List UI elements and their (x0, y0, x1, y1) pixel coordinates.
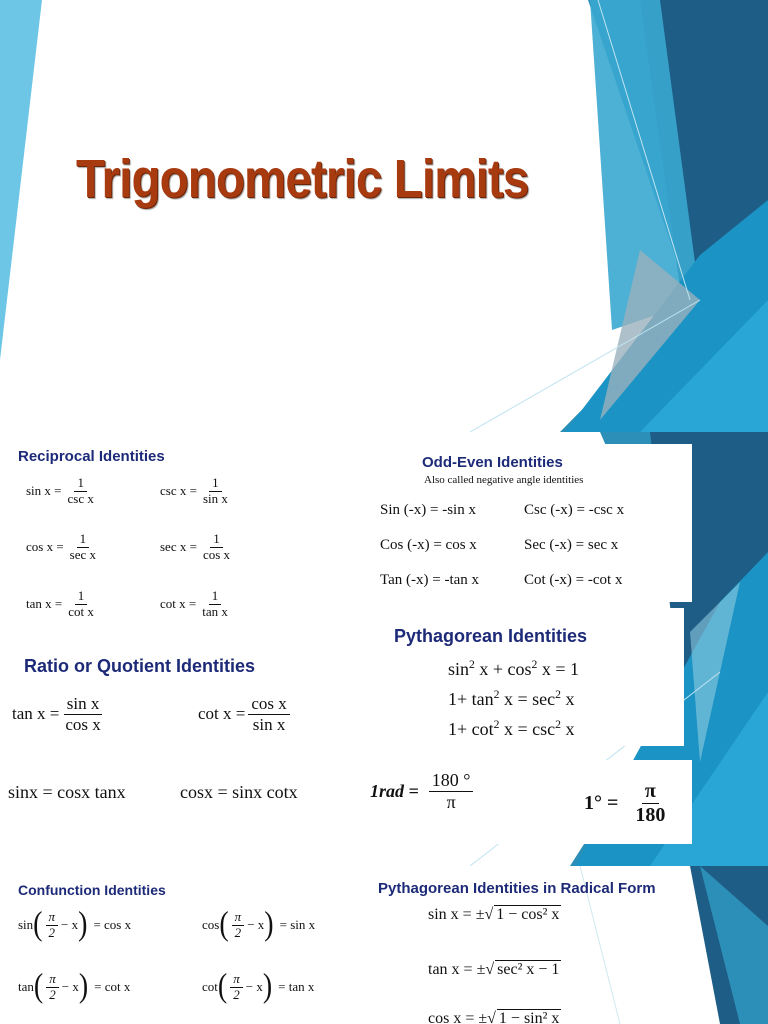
ratio-line-1: sinx = cosx tanx (8, 782, 126, 802)
slide-title: Trigonometric Limits (76, 149, 529, 209)
ratio-tan: tan x = $\frac{\text{sin x}}{\text{cos x}}$ (12, 694, 101, 734)
rad-conversion: 1rad = $\frac{180 ^\circ}{\pi}$ (370, 770, 476, 812)
reciprocal-sin: sin x = $\frac{1}{\text{csc x}}$ (26, 475, 94, 506)
pythagorean-line-2: $1+ \tan^2 x = \sec^2 x$ (448, 688, 575, 709)
reciprocal-cos: cos x = $\frac{1}{\text{sec x}}$ (26, 531, 97, 562)
reciprocal-sec: sec x = $\frac{1}{\text{cos x}}$ (160, 531, 231, 562)
conversion-panel (360, 760, 692, 844)
slide-decoration (0, 0, 768, 432)
odd-even-row: Tan (-x) = -tan x (380, 572, 480, 588)
odd-even-heading: Odd-Even Identities (422, 454, 563, 471)
pythagorean-line-3: $1+ \cot^2 x = \csc^2 x$ (448, 718, 575, 739)
odd-even-row: Cot (-x) = -cot x (524, 572, 623, 588)
radical-line-1: sin x = ±√ 1 − cos² x (428, 906, 560, 923)
pythagorean-heading: Pythagorean Identities (394, 626, 588, 646)
cofunction-slide (0, 866, 768, 1024)
title-slide (0, 0, 768, 432)
reciprocal-cot: cot x = $\frac{1}{\text{tan x}}$ (160, 588, 228, 619)
ratio-line-2: cosx = sinx cotx (180, 782, 298, 802)
reciprocal-csc: csc x = $\frac{1}{\text{sin x}}$ (160, 475, 228, 506)
odd-even-row: Sec (-x) = sec x (524, 537, 619, 553)
odd-even-subheading: Also called negative angle identities (424, 474, 584, 486)
odd-even-row: Sin (-x) = -sin x (380, 502, 476, 518)
cofunction-cot: cot ( $\frac{\pi}{2}$ − x ) = tan x (202, 968, 315, 1006)
identities-slide (0, 432, 768, 866)
cofunction-tan: tan ( $\frac{\pi}{2}$ − x ) = cot x (18, 968, 131, 1006)
ratio-heading: Ratio or Quotient Identities (24, 656, 256, 676)
radical-line-2: tan x = ±√ sec² x − 1 (428, 961, 560, 978)
odd-even-row: Csc (-x) = -csc x (524, 502, 625, 518)
ratio-cot: cot x = $\frac{\text{cos x}}{\text{sin x}}$ (198, 694, 293, 734)
pythagorean-line-1: $\sin^2 x + \cos^2 x = 1$ (448, 658, 580, 679)
odd-even-panel (372, 444, 692, 602)
cofunction-heading: Confunction Identities (18, 882, 166, 898)
radical-line-3: cos x = ±√ 1 − sin² x (428, 1010, 561, 1024)
radical-heading: Pythagorean Identities in Radical Form (378, 880, 656, 897)
left-panel (0, 432, 372, 866)
deg-conversion: 1° = $\frac{\pi}{180}$ (584, 780, 666, 826)
reciprocal-heading: Reciprocal Identities (18, 448, 165, 465)
cofunction-cos: cos ( $\frac{\pi}{2}$ − x ) = sin x (202, 906, 316, 944)
cofunction-sin: sin ( $\frac{\pi}{2}$ − x ) = cos x (18, 906, 132, 944)
odd-even-row: Cos (-x) = cos x (380, 537, 477, 553)
pythagorean-panel (384, 608, 684, 746)
reciprocal-tan: tan x = $\frac{1}{\text{cot x}}$ (26, 588, 94, 619)
